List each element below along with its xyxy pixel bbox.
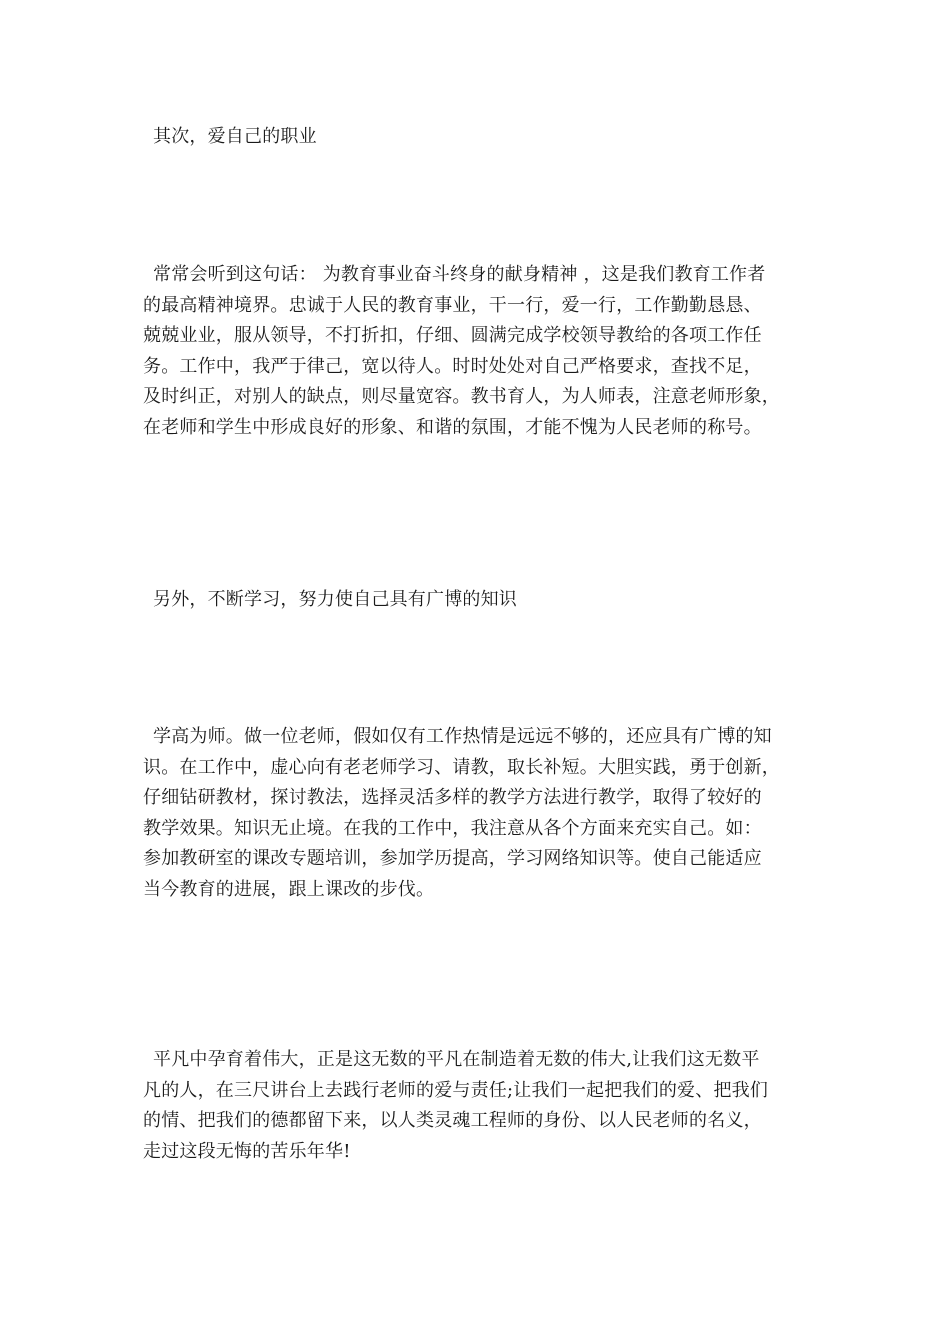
paragraph-line: 教学效果。知识无止境。在我的工作中，我注意从各个方面来充实自己。如： xyxy=(143,817,762,839)
paragraph-line: 学高为师。做一位老师，假如仅有工作热情是远远不够的，还应具有广博的知 xyxy=(153,726,772,747)
paragraph-line: 平凡中孕育着伟大，正是这无数的平凡在制造着无数的伟大,让我们这无数平 xyxy=(153,1049,760,1070)
section-heading-keep-learning xyxy=(143,585,811,616)
paragraph-line: 的情、把我们的德都留下来，以人类灵魂工程师的身份、以人民老师的名义， xyxy=(143,1110,762,1132)
paragraph-line: 常常会听到这句话： 为教育事业奋斗终身的献身精神 ，这是我们教育工作者 xyxy=(153,264,766,285)
paragraph-line: 兢兢业业，服从领导，不打折扣，仔细、圆满完成学校领导教给的各项工作任 xyxy=(143,325,762,347)
paragraph-line: 识。在工作中，虚心向有老老师学习、请教，取长补短。大胆实践，勇于创新， xyxy=(143,756,780,778)
paragraph-dedication xyxy=(143,260,811,444)
paragraph-line: 当今教育的进展，跟上课改的步伐。 xyxy=(143,878,435,900)
paragraph-line: 务。工作中，我严于律己，宽以待人。时时处处对自己严格要求，查找不足， xyxy=(143,355,762,377)
paragraph-line: 在老师和学生中形成良好的形象、和谐的氛围，才能不愧为人民老师的称号。 xyxy=(143,416,762,438)
heading-text: 其次，爱自己的职业 xyxy=(153,126,317,147)
paragraph-line: 的最高精神境界。忠诚于人民的教育事业，干一行，爱一行，工作勤勤恳恳、 xyxy=(143,294,762,316)
paragraph-line: 及时纠正，对别人的缺点，则尽量宽容。教书育人，为人师表，注意老师形象， xyxy=(143,386,780,408)
paragraph-learning xyxy=(143,722,811,906)
paragraph-line: 走过这段无悔的苦乐年华! xyxy=(143,1140,351,1162)
paragraph-conclusion xyxy=(143,1045,811,1167)
paragraph-line: 参加教研室的课改专题培训，参加学历提高，学习网络知识等。使自己能适应 xyxy=(143,848,762,870)
section-heading-love-profession xyxy=(143,122,811,153)
paragraph-line: 仔细钻研教材，探讨教法，选择灵活多样的教学方法进行教学，取得了较好的 xyxy=(143,787,762,809)
paragraph-line: 凡的人，在三尺讲台上去践行老师的爱与责任;让我们一起把我们的爱、把我们 xyxy=(143,1079,769,1101)
heading-text: 另外，不断学习，努力使自己具有广博的知识 xyxy=(153,589,517,610)
